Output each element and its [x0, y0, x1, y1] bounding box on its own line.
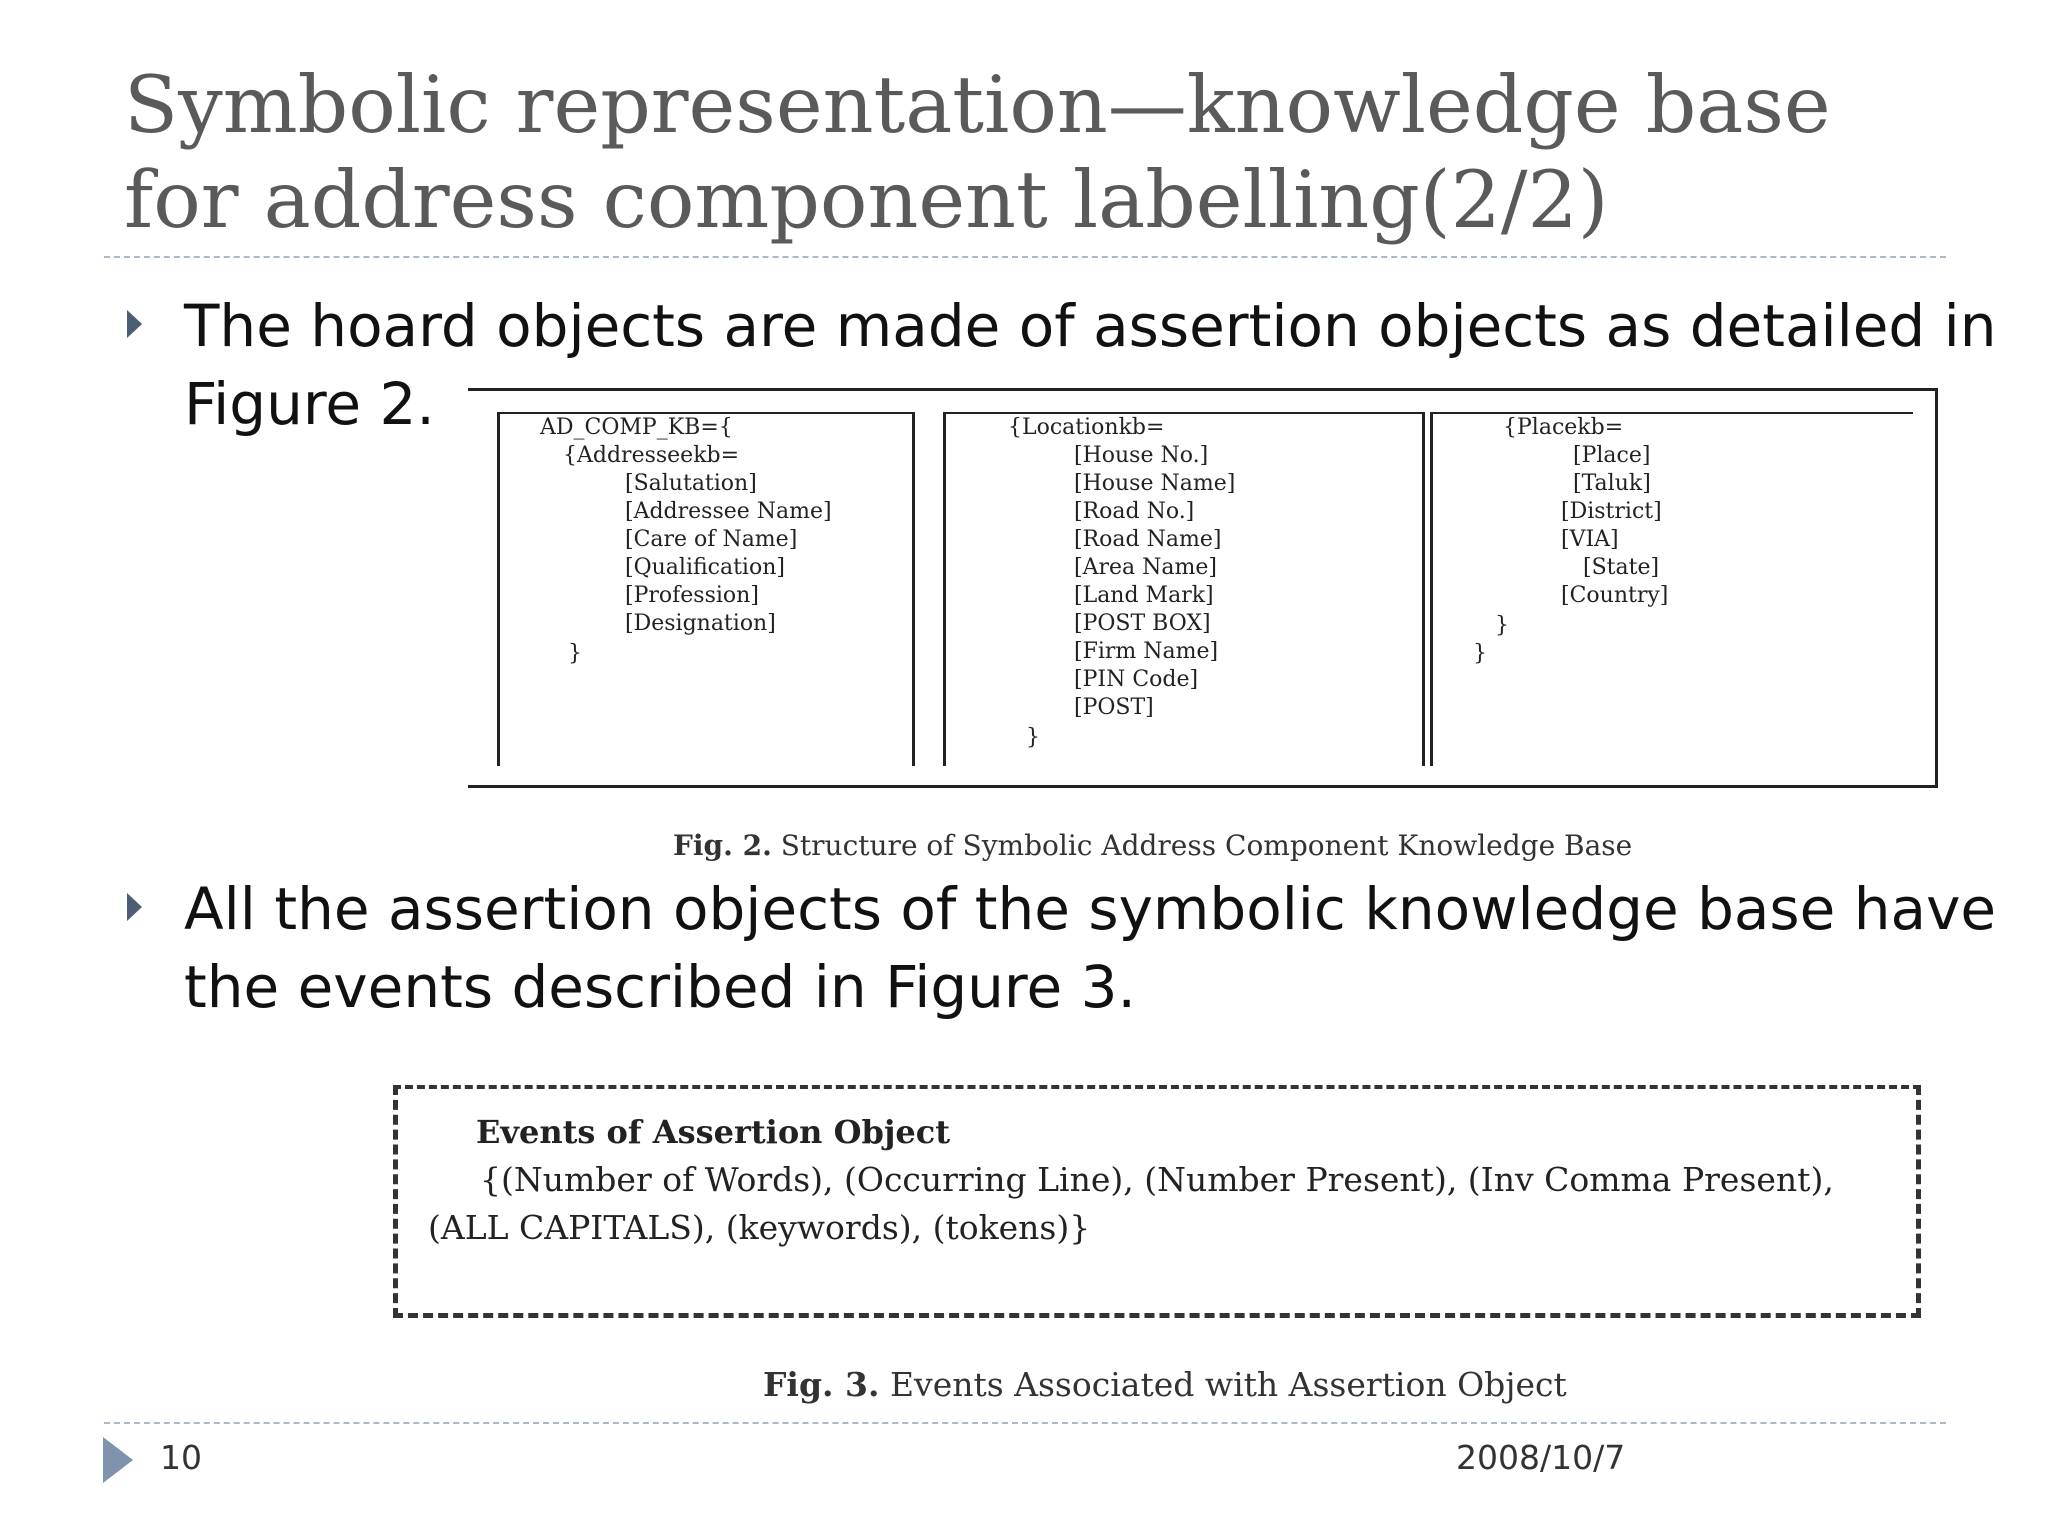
title-divider — [104, 256, 1946, 258]
kb-line: [Taluk] — [1573, 471, 1651, 496]
bullet-arrow-icon — [127, 310, 142, 338]
bullet-arrow-icon — [127, 893, 142, 921]
slide-date: 2008/10/7 — [1456, 1438, 1626, 1477]
figure-2-bottom-border — [468, 785, 1938, 788]
page-number: 10 — [160, 1438, 202, 1477]
kb-line: [Firm Name] — [1074, 639, 1219, 664]
kb-line: [Designation] — [625, 611, 776, 636]
figure-3-heading: Events of Assertion Object — [476, 1113, 951, 1151]
kb-line: AD_COMP_KB={ — [540, 415, 733, 440]
kb-line: } — [568, 641, 582, 666]
figure-3-caption-text: Events Associated with Assertion Object — [889, 1365, 1567, 1404]
slide-title: Symbolic representation—knowledge base for address component labelling(2/2) — [124, 59, 1831, 246]
kb-line: [Area Name] — [1074, 555, 1217, 580]
kb-line: } — [1473, 641, 1487, 666]
figure-2-right-border — [1935, 388, 1938, 788]
kb-line: {Locationkb= — [1008, 415, 1165, 440]
kb-line: [Care of Name] — [625, 527, 798, 552]
kb-line: } — [1495, 613, 1509, 638]
kb-line: [House No.] — [1074, 443, 1209, 468]
figure-3-caption-label: Fig. 3. — [763, 1365, 880, 1404]
kb-line: } — [1026, 725, 1040, 750]
bullet-1-line-1: The hoard objects are made of assertion objects as detailed in — [184, 292, 1997, 360]
kb-line: [Profession] — [625, 583, 759, 608]
figure-2-caption-label: Fig. 2. — [673, 829, 772, 862]
kb-line: [District] — [1561, 499, 1662, 524]
bullet-2-line-1: All the assertion objects of the symbolic knowledge base have — [184, 875, 1997, 943]
footer-divider — [104, 1422, 1946, 1424]
kb-line: [POST BOX] — [1074, 611, 1211, 636]
figure-2-top-border — [468, 388, 1938, 391]
figure-2-panel-place — [1430, 412, 1913, 766]
figure-2-panel-addressee — [497, 412, 915, 766]
figure-3-events-line-2: (ALL CAPITALS), (keywords), (tokens)} — [428, 1208, 1091, 1247]
kb-line: [POST] — [1074, 695, 1154, 720]
kb-line: [Place] — [1573, 443, 1651, 468]
kb-line: [Salutation] — [625, 471, 757, 496]
bullet-2-line-2: the events described in Figure 3. — [184, 953, 1136, 1021]
kb-line: [Qualification] — [625, 555, 785, 580]
kb-line: [PIN Code] — [1074, 667, 1199, 692]
kb-line: [Road Name] — [1074, 527, 1222, 552]
kb-line: [VIA] — [1561, 527, 1619, 552]
figure-3-caption — [763, 1365, 1567, 1404]
kb-line: [House Name] — [1074, 471, 1236, 496]
kb-line: [Land Mark] — [1074, 583, 1214, 608]
kb-line: [Road No.] — [1074, 499, 1195, 524]
figure-2-caption-text: Structure of Symbolic Address Component Knowledge Base — [780, 829, 1633, 862]
kb-line: [State] — [1583, 555, 1660, 580]
footer-arrow-icon — [103, 1437, 133, 1483]
kb-line: [Addressee Name] — [625, 499, 832, 524]
figure-2-caption — [673, 829, 1632, 862]
kb-line: [Country] — [1561, 583, 1669, 608]
figure-2-panel-location — [943, 412, 1425, 766]
bullet-1-line-2: Figure 2. — [184, 370, 435, 438]
kb-line: {Addresseekb= — [563, 443, 740, 468]
figure-3-events-line-1: {(Number of Words), (Occurring Line), (Number Present), (Inv Comma Present), — [480, 1160, 1834, 1199]
kb-line: {Placekb= — [1503, 415, 1624, 440]
